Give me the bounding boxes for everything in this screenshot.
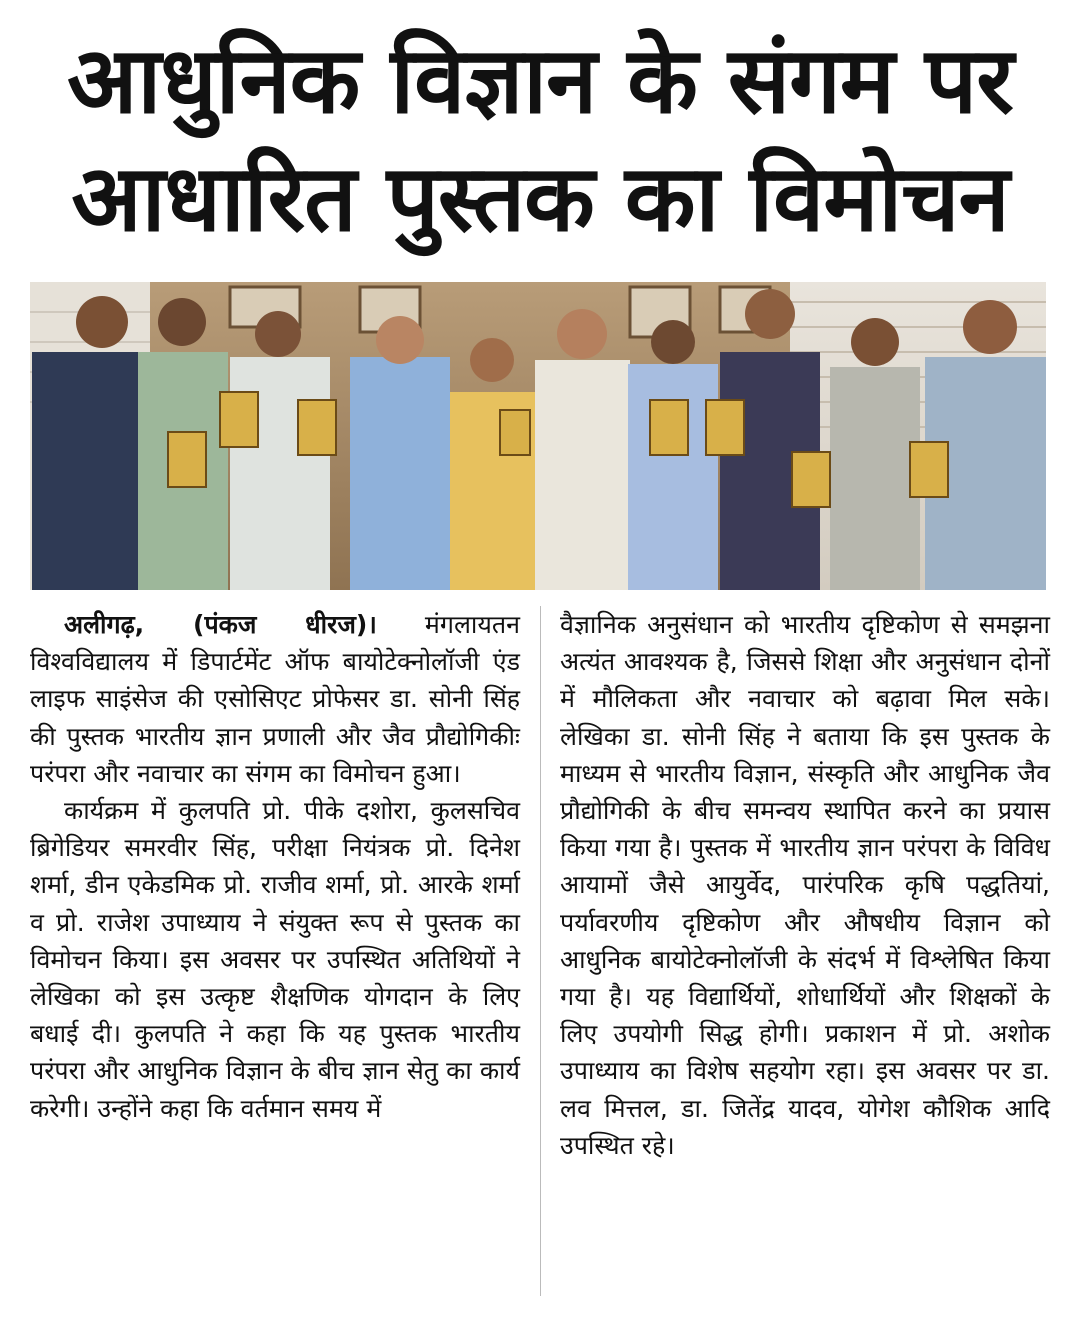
paragraph-text: मंगलायतन विश्वविद्यालय में डिपार्टमेंट ऑफ बायोटेक्नोलॉजी एंड लाइफ साइंसेज की एसोसिएट प्रोफेसर डा. सोनी सिंह की पुस्तक भारतीय ज्ञान प्रणाली और जैव प्रौद्योगिकीः परंपरा और नवाचार का संगम का विमोचन हुआ। [30,610,520,788]
article-column-right [560,606,1050,1164]
article-paragraph-1 [30,606,520,792]
byline: अलीगढ़, (पंकज धीरज)। [64,610,377,639]
article-column-left [30,606,520,1127]
article-paragraph-3: वैज्ञानिक अनुसंधान को भारतीय दृष्टिकोण से समझना अत्यंत आवश्यक है, जिससे शिक्षा और अनुसंधान दोनों में मौलिकता और नवाचार को बढ़ावा मिल सके। लेखिका डा. सोनी सिंह ने बताया कि इस पुस्तक के माध्यम से भारतीय विज्ञान, संस्कृति और आधुनिक जैव प्रौद्योगिकी के बीच समन्वय स्थापित करने का प्रयास किया गया है। पुस्तक में भारतीय ज्ञान परंपरा के विविध आयामों जैसे आयुर्वेद, पारंपरिक कृषि पद्धतियां, पर्यावरणीय दृष्टिकोण और औषधीय विज्ञान को आधुनिक बायोटेक्नोलॉजी के संदर्भ में विश्लेषित किया गया है। यह विद्यार्थियों, शोधार्थियों और शिक्षकों के लिए उपयोगी सिद्ध होगी। प्रकाशन में प्रो. अशोक उपाध्याय का विशेष सहयोग रहा। इस अवसर पर डा. लव मित्तल, डा. जितेंद्र यादव, योगेश कौशिक आदि उपस्थित रहे। [560,610,1050,1160]
headline-line-1: आधुनिक विज्ञान के संगम पर [67,27,1013,134]
headline-line-2: आधारित पुस्तक का विमोचन [71,145,1009,252]
headline [24,22,1056,258]
article-paragraph-2: कार्यक्रम में कुलपति प्रो. पीके दशोरा, कुलसचिव ब्रिगेडियर समरवीर सिंह, परीक्षा नियंत्रक प्रो. दिनेश शर्मा, डीन एकेडमिक प्रो. राजीव शर्मा, प्रो. आरके शर्मा व प्रो. राजेश उपाध्याय ने संयुक्त रूप से पुस्तक का विमोचन किया। इस अवसर पर उपस्थित अतिथियों ने लेखिका को इस उत्कृष्ट शैक्षणिक योगदान के लिए बधाई दी। कुलपति ने कहा कि यह पुस्तक भारतीय परंपरा और आधुनिक विज्ञान के बीच ज्ञान सेतु का कार्य करेगी। उन्होंने कहा कि वर्तमान समय में [30,796,520,1123]
column-divider [540,606,541,1296]
group-photo [30,282,1046,590]
group-photo-book-launch-icon [30,282,1046,590]
